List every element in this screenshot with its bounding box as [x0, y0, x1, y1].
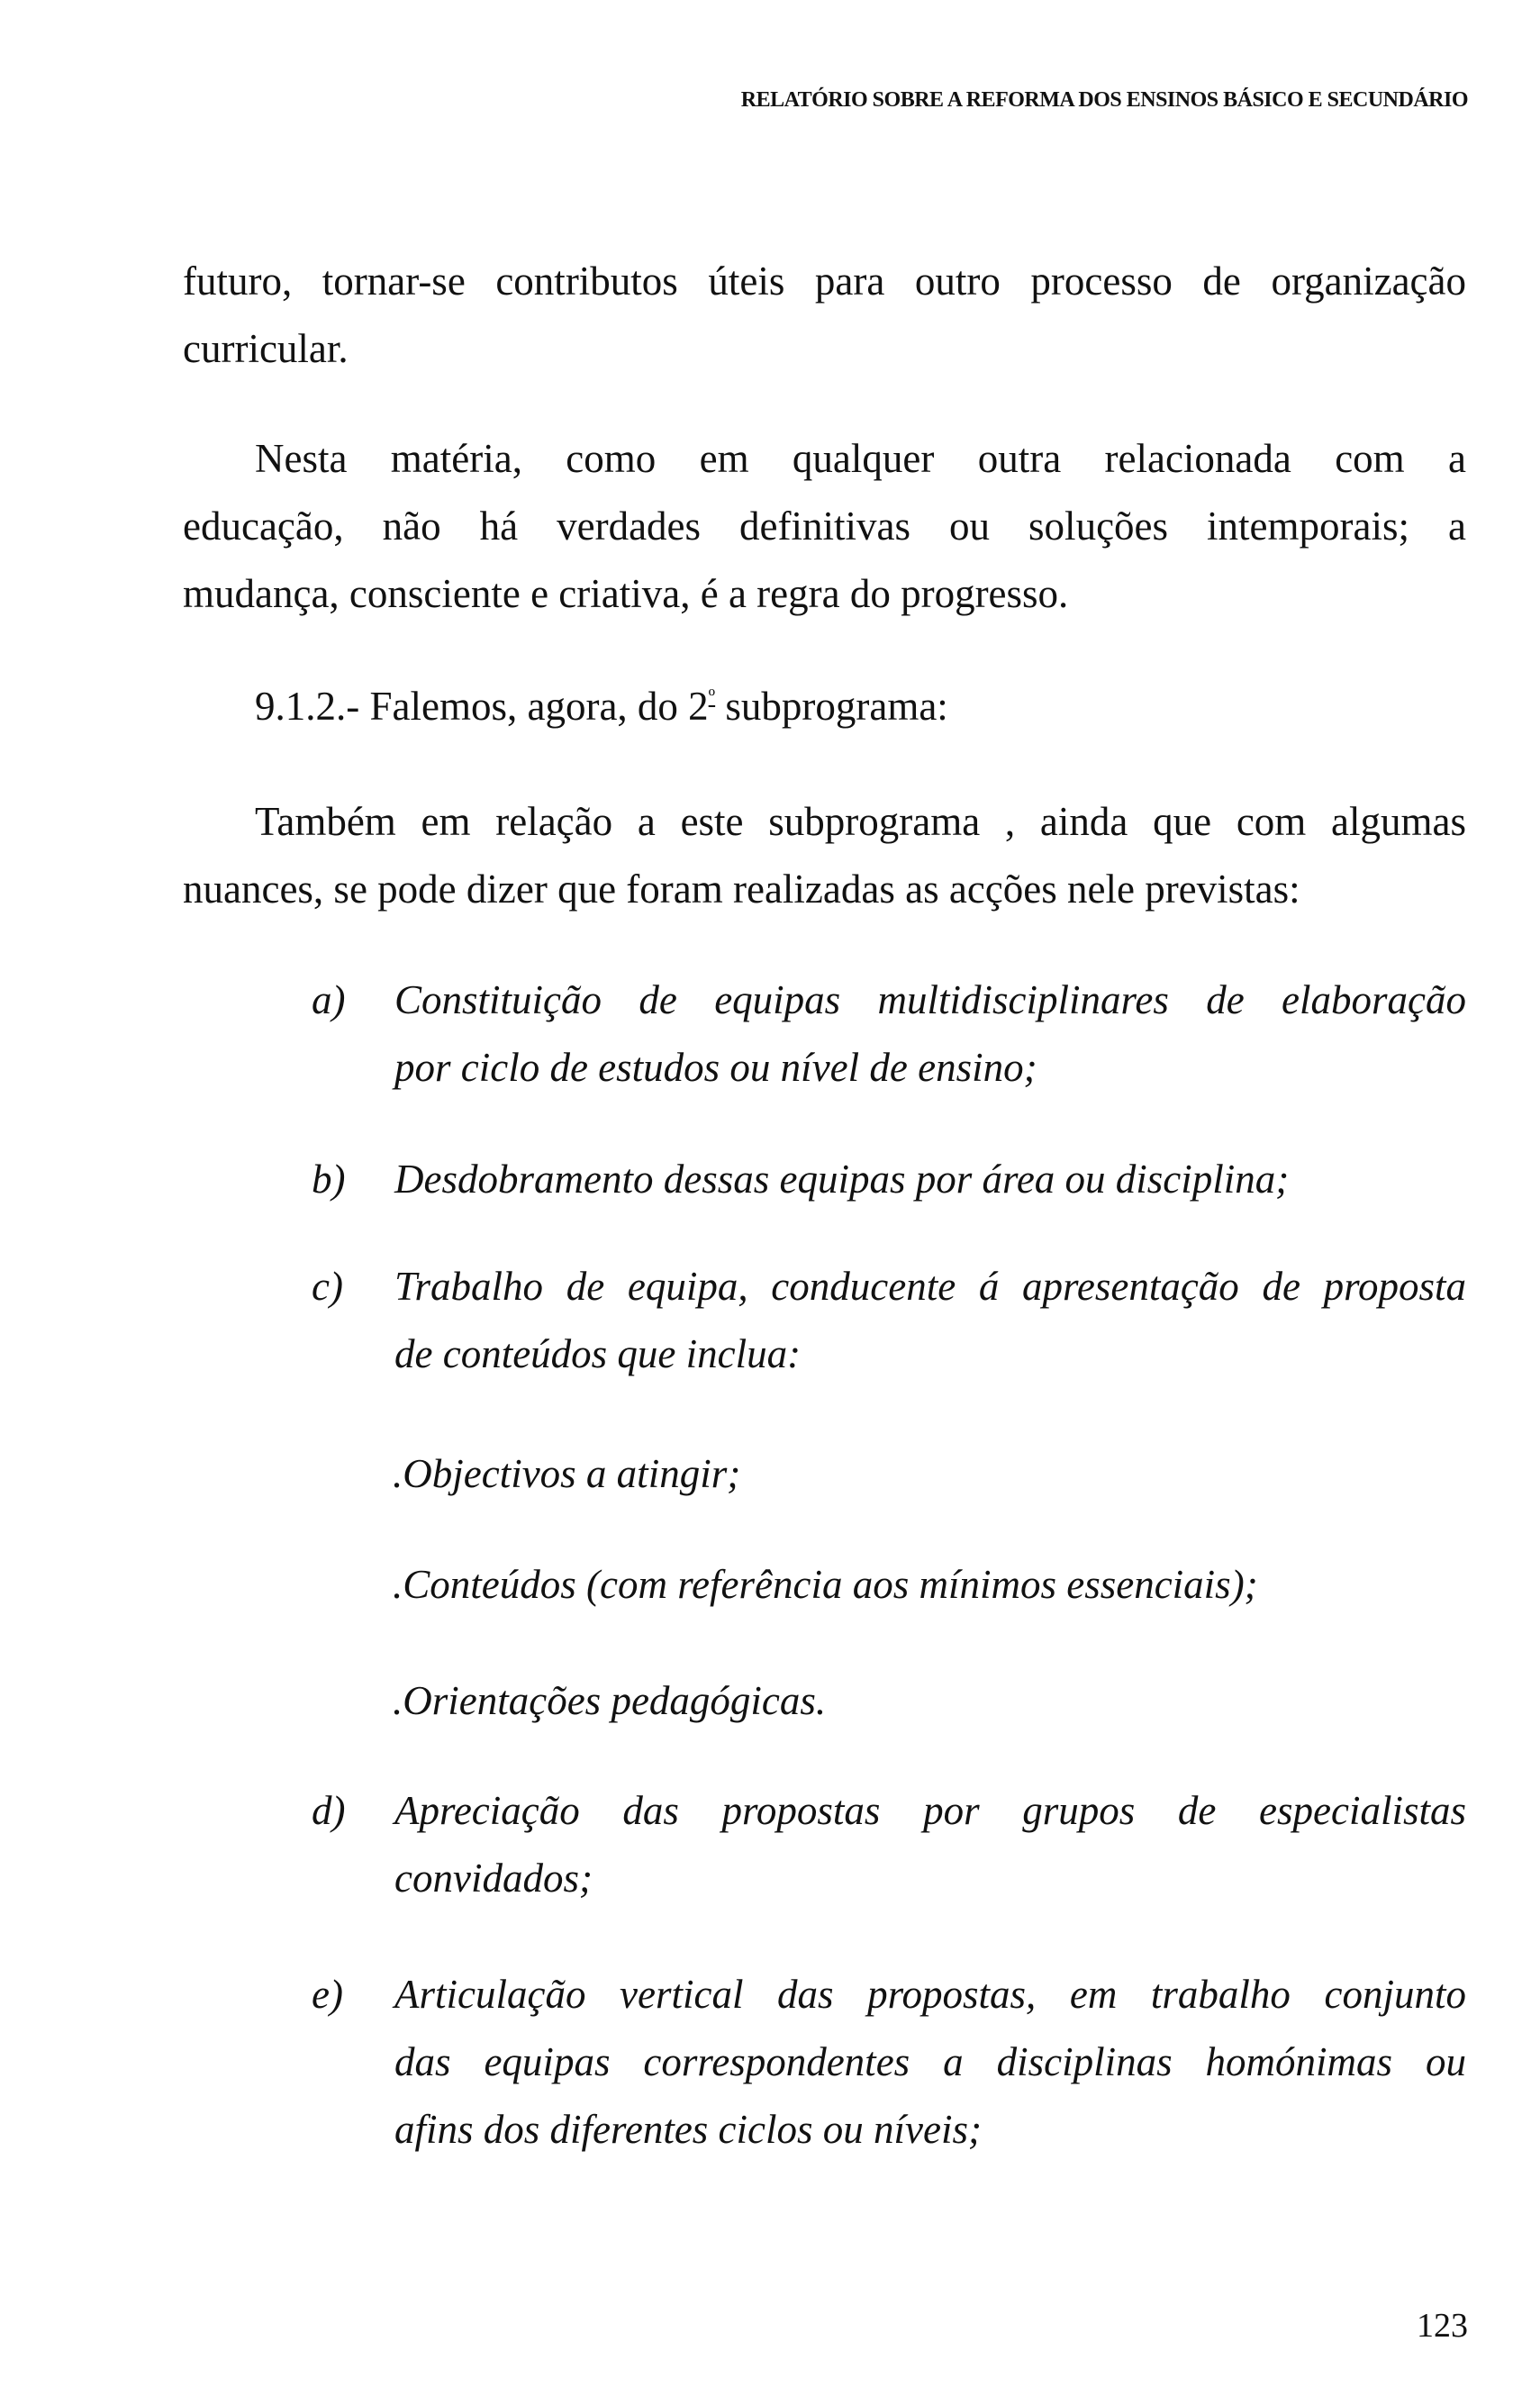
list-label: c): [312, 1264, 343, 1309]
list-label: d): [312, 1788, 346, 1833]
paragraph-line: Nesta matéria, como em qualquer outra relacionada com a: [255, 436, 1466, 481]
list-item-line: Trabalho de equipa, conducente á apresentação de proposta: [394, 1264, 1466, 1309]
list-label: e): [312, 1972, 343, 2017]
list-item-line: Desdobramento dessas equipas por área ou disciplina;: [394, 1157, 1290, 1202]
sub-list-item: .Conteúdos (com referência aos mínimos essenciais);: [393, 1562, 1258, 1607]
sub-list-item: .Orientações pedagógicas.: [393, 1678, 827, 1723]
list-label: b): [312, 1157, 346, 1202]
list-item-line: Constituição de equipas multidisciplinares de elaboração: [394, 977, 1466, 1022]
paragraph-line: educação, não há verdades definitivas ou soluções intemporais; a: [183, 504, 1466, 549]
list-item-line: de conteúdos que inclua:: [394, 1331, 802, 1376]
section-heading: [255, 686, 948, 727]
ordinal-indicator: º: [708, 685, 716, 709]
page-number: 123: [1417, 2307, 1468, 2345]
list-label: a): [312, 977, 346, 1022]
sub-list-item: .Objectivos a atingir;: [393, 1451, 741, 1496]
section-text-end: subprograma:: [715, 684, 948, 729]
list-item-line: afins dos diferentes ciclos ou níveis;: [394, 2107, 982, 2152]
paragraph-line: curricular.: [183, 326, 349, 371]
section-text: Falemos, agora, do 2: [369, 684, 709, 729]
list-item-line: por ciclo de estudos ou nível de ensino;: [394, 1045, 1037, 1090]
paragraph-line: futuro, tornar-se contributos úteis para outro processo de organização: [183, 259, 1466, 304]
list-item-line: Apreciação das propostas por grupos de especialistas: [394, 1788, 1466, 1833]
running-header: RELATÓRIO SOBRE A REFORMA DOS ENSINOS BÁSICO E SECUNDÁRIO: [740, 88, 1468, 112]
section-number: 9.1.2.-: [255, 684, 360, 729]
paragraph-line: mudança, consciente e criativa, é a regra do progresso.: [183, 571, 1069, 616]
list-item-line: das equipas correspondentes a disciplinas homónimas ou: [394, 2039, 1466, 2084]
paragraph-line: nuances, se pode dizer que foram realizadas as acções nele previstas:: [183, 867, 1300, 912]
list-item-line: convidados;: [394, 1856, 593, 1901]
paragraph-line: Também em relação a este subprograma , ainda que com algumas: [255, 799, 1466, 844]
list-item-line: Articulação vertical das propostas, em trabalho conjunto: [394, 1972, 1466, 2017]
